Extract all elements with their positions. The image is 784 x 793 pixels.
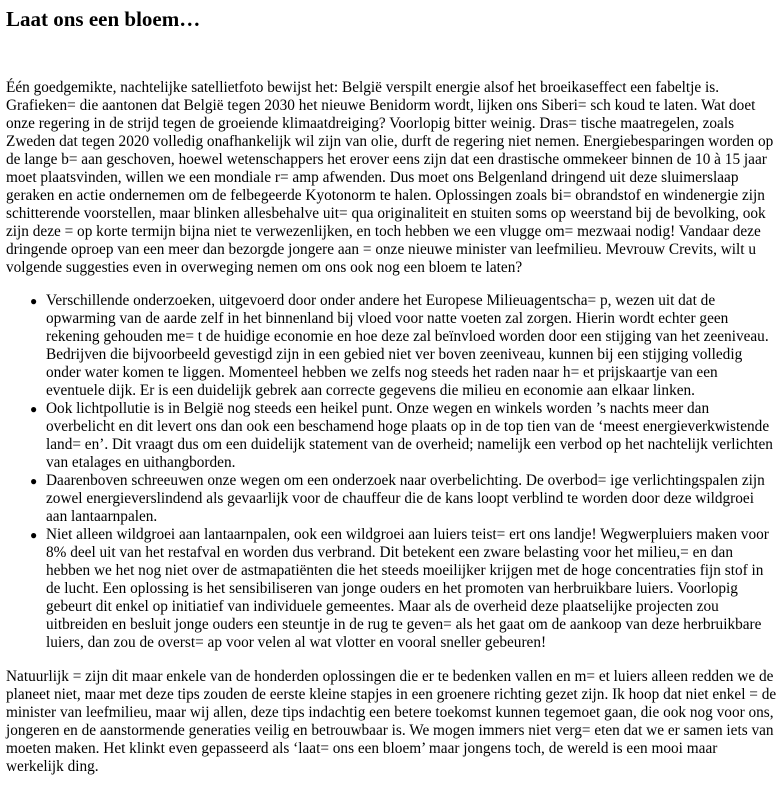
outro-paragraph: Natuurlijk = zijn dit maar enkele van de honderden oplossingen die er te bedenken vallen en m= et luiers alleen redden we de planeet niet, maar met deze tips zouden de eerste kleine stapjes in een groenere richting gezet zijn. Ik hoop dat niet enkel = de minister van leefmilieu, maar wij allen, deze tips indachtig een betere toekomst kunnen tegemoet gaan, die ook nog voor ons, jongeren en de aanstormende generaties veilig en betrouwbaar is. We mogen immers niet verg= eten dat we er samen iets van moeten maken. Het klinkt even gepasseerd als ‘laat= ons een bloem’ maar jongens toch, de wereld is een mooi maar werkelijk ding. (6, 668, 777, 775)
bullet-icon: ● (30, 402, 38, 416)
page-title: Laat ons een bloem… (6, 7, 201, 31)
list-item (30, 292, 778, 400)
list-item (30, 400, 778, 472)
list-item (30, 526, 778, 652)
list-item-text: Ook lichtpollutie is in België nog steeds een heikel punt. Onze wegen en winkels worden ’s nachts meer dan overbelicht en dit levert ons dan ook een beschamend hoge plaats op in de top tien van de ‘meest energieverkwistende land= en’. Dit vraagt dus om een duidelijk statement van de overheid; namelijk een verbod op het nachtelijk verlichten van etalages en uithangborden. (46, 400, 773, 471)
list-item-text: Niet alleen wildgroei aan lantaarnpalen, ook een wildgroei aan luiers teist= ert ons landje! Wegwerpluiers maken voor 8% deel uit van het restafval en worden dus verbrand. Dit betekent een zware belasting voor het milieu,= en dan hebben we het nog niet over de astmapatiënten die het steeds moeilijker krijgen met de hoge concentraties fijn stof in de lucht. Een oplossing is het sensibiliseren van jonge ouders en het promoten van herbruikbare luiers. Voorlopig gebeurt dit enkel op initiatief van individuele gemeentes. Maar als de overheid deze plaatselijke projecten zou uitbreiden en besluit jonge ouders een steuntje in de rug te geven= als het gaat om de aankoop van deze herbruikbare luiers, dan zou de overst= ap voor velen al wat vlotter en vooral sneller gebeuren! (46, 526, 769, 651)
list-item-text: Daarenboven schreeuwen onze wegen om een onderzoek naar overbelichting. De overbod= ige verlichtingspalen zijn zowel energieverslindend als gevaarlijk voor de chauffeur die de kans loopt verblind te worden door deze wildgroei aan lantaarnpalen. (46, 472, 765, 525)
list-item (30, 472, 778, 526)
list-item-text: Verschillende onderzoeken, uitgevoerd door onder andere het Europese Milieuagentscha= p, wezen uit dat de opwarming van de aarde zelf in het binnenland bij vloed voor natte voeten zal zorgen. Hierin wordt echter geen rekening gehouden me= t de huidige economie en hoe deze zal beïnvloed worden door een stijging van het zeeniveau. Bedrijven die bijvoorbeeld gevestigd zijn in een gebied niet ver boven zeeniveau, kunnen bij een stijging volledig onder water komen te liggen. Momenteel hebben we zelfs nog steeds het raden naar h= et prijskaartje van een eventuele dijk. Er is een duidelijk gebrek aan correcte gegevens die milieu en economie aan elkaar linken. (46, 292, 769, 399)
bullet-icon: ● (30, 294, 38, 308)
intro-paragraph: Één goedgemikte, nachtelijke satellietfoto bewijst het: België verspilt energie alsof het broeikaseffect een fabeltje is. Grafieken= die aantonen dat België tegen 2030 het nieuwe Benidorm wordt, lijken ons Siberi= sch koud te laten. Wat doet onze regering in de strijd tegen de groeiende klimaatdreiging? Voorlopig bitter weinig. Dras= tische maatregelen, zoals Zweden dat tegen 2020 volledig onafhankelijk wil zijn van olie, durft de regering niet nemen. Energiebesparingen worden op de lange b= aan geschoven, hoewel wetenschappers het erover eens zijn dat een drastische ommekeer binnen de 10 à 15 jaar moet plaatsvinden, willen we een mondiale r= amp afwenden. Dus moet ons Belgenland dringend uit deze sluimerslaap geraken en actie ondernemen om de felbegeerde Kyotonorm te halen. Oplossingen zoals bi= obrandstof en windenergie zijn schitterende voorstellen, maar blinken allesbehalve uit= qua originaliteit en stuiten soms op weerstand bij de bevolking, ook zijn deze = op korte termijn bijna niet te verwezenlijken, en toch hebben we een vlugge om= mezwaai nodig! Vandaar deze dringende oproep van een meer dan bezorgde jongere aan = onze nieuwe minister van leefmilieu. Mevrouw Crevits, wilt u volgende suggesties even in overweging nemen om ons ook nog een bloem te laten? (6, 79, 774, 276)
bullet-icon: ● (30, 528, 38, 542)
bullet-icon: ● (30, 474, 38, 488)
suggestions-list (0, 292, 778, 652)
